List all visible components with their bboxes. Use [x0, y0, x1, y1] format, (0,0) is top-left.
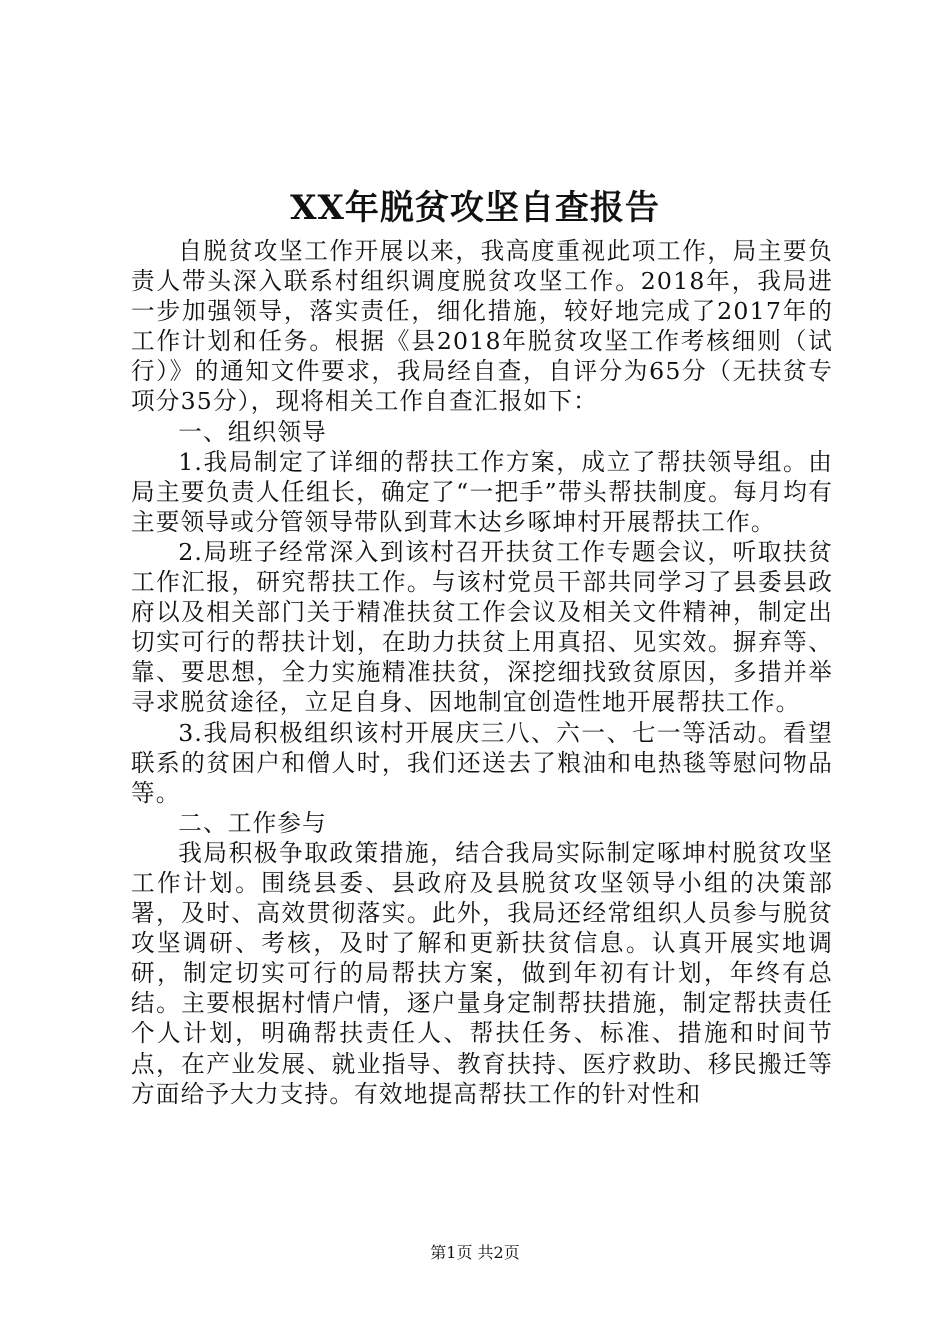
intro-paragraph: 自脱贫攻坚工作开展以来，我高度重视此项工作，局主要负责人带头深入联系村组织调度脱贫攻坚工作。2018年，我局进一步加强领导，落实责任，细化措施，较好地完成了2017年的工作计划和任务。根据《县2018年脱贫攻坚工作考核细则（试行）》的通知文件要求，我局经自查，自评分为65分（无扶贫专项分35分），现将相关工作自查汇报如下： — [131, 237, 833, 416]
paragraph-item-1: 1.我局制定了详细的帮扶工作方案，成立了帮扶领导组。由局主要负责人任组长，确定了“一把手”带头帮扶制度。每月均有主要领导或分管领导带队到茸木达乡啄坤村开展帮扶工作。 — [131, 447, 833, 536]
page-footer: 第1页 共2页 — [430, 1243, 520, 1262]
paragraph-item-2: 2.局班子经常深入到该村召开扶贫工作专题会议，听取扶贫工作汇报，研究帮扶工作。与该村党员干部共同学习了县委县政府以及相关部门关于精准扶贫工作会议及相关文件精神，制定出切实可行的帮扶计划，在助力扶贫上用真招、见实效。摒弃等、靠、要思想，全力实施精准扶贫，深挖细找致贫原因，多措并举寻求脱贫途径，立足自身、因地制宜创造性地开展帮扶工作。 — [131, 537, 833, 717]
section-heading-participation: 二、工作参与 — [178, 808, 327, 837]
paragraph-item-3: 3.我局积极组织该村开展庆三八、六一、七一等活动。看望联系的贫困户和僧人时，我们还送去了粮油和电热毯等慰问物品等。 — [131, 718, 833, 807]
section-heading-organization: 一、组织领导 — [178, 417, 327, 446]
participation-paragraph: 我局积极争取政策措施，结合我局实际制定啄坤村脱贫攻坚工作计划。围绕县委、县政府及县脱贫攻坚领导小组的决策部署，及时、高效贯彻落实。此外，我局还经常组织人员参与脱贫攻坚调研、考核，及时了解和更新扶贫信息。认真开展实地调研，制定切实可行的局帮扶方案，做到年初有计划，年终有总结。主要根据村情户情，逐户量身定制帮扶措施，制定帮扶责任个人计划，明确帮扶责任人、帮扶任务、标准、措施和时间节点，在产业发展、就业指导、教育扶持、医疗救助、移民搬迁等方面给予大力支持。有效地提高帮扶工作的针对性和 — [131, 838, 833, 1108]
document-body — [131, 236, 833, 1109]
document-title: XX年脱贫攻坚自查报告 — [290, 188, 660, 228]
